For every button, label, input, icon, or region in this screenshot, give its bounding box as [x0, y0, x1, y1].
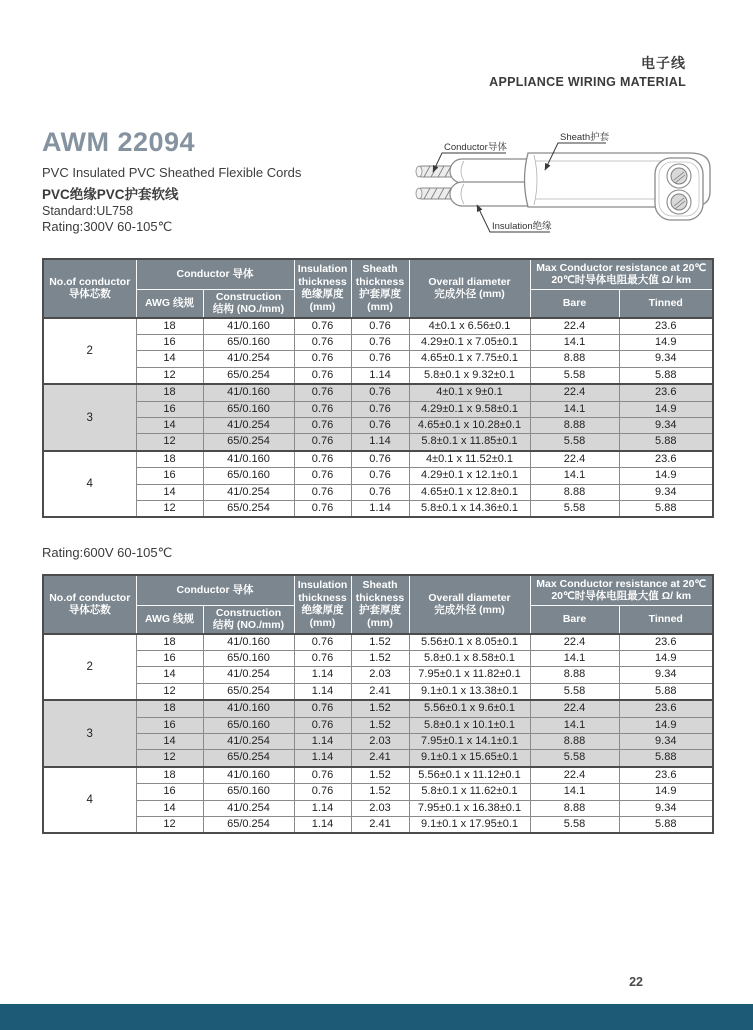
spec-cell: 4.65±0.1 x 12.8±0.1 — [409, 484, 530, 500]
product-description-en: PVC Insulated PVC Sheathed Flexible Cords — [42, 165, 302, 180]
brand-title-en: APPLIANCE WIRING MATERIAL — [489, 75, 686, 89]
header-sheath-thickness — [351, 575, 409, 634]
spec-cell: 0.76 — [351, 384, 409, 401]
spec-cell: 14.9 — [619, 468, 713, 484]
spec-cell: 14 — [136, 667, 203, 683]
conductor-count-cell: 3 — [43, 384, 136, 451]
spec-cell: 41/0.254 — [203, 734, 294, 750]
spec-cell: 2.03 — [351, 734, 409, 750]
spec-row — [43, 651, 713, 667]
spec-cell: 1.14 — [351, 367, 409, 384]
spec-table-300v-wrap — [42, 258, 714, 518]
spec-cell: 14.1 — [530, 784, 619, 800]
spec-cell: 18 — [136, 767, 203, 784]
spec-table-600v — [42, 574, 714, 834]
spec-cell: 65/0.160 — [203, 784, 294, 800]
header-text: thickness — [298, 275, 347, 288]
spec-cell: 65/0.160 — [203, 468, 294, 484]
spec-cell: 22.4 — [530, 384, 619, 401]
spec-cell: 4±0.1 x 9±0.1 — [409, 384, 530, 401]
spec-cell: 5.8±0.1 x 14.36±0.1 — [409, 500, 530, 517]
header-conductor-count — [43, 575, 136, 634]
spec-row — [43, 418, 713, 434]
header-resistance-group — [530, 575, 713, 605]
header-resistance-group — [530, 259, 713, 289]
spec-cell: 41/0.254 — [203, 484, 294, 500]
header-text: Insulation — [297, 263, 348, 276]
spec-row — [43, 816, 713, 833]
spec-cell: 8.88 — [530, 418, 619, 434]
spec-row — [43, 750, 713, 767]
conductor-count-cell: 4 — [43, 451, 136, 518]
header-text: 20℃时导体电阻最大值 Ω/ km — [551, 274, 692, 287]
spec-cell: 12 — [136, 683, 203, 700]
spec-cell: 12 — [136, 434, 203, 451]
spec-cell: 5.88 — [619, 750, 713, 767]
spec-cell: 0.76 — [294, 318, 351, 335]
spec-cell: 8.88 — [530, 484, 619, 500]
header-text: Max Conductor resistance at 20℃ — [536, 577, 707, 590]
header-insulation-thickness — [294, 259, 351, 318]
spec-cell: 9.34 — [619, 734, 713, 750]
cable-diagram — [400, 126, 732, 240]
header-text: 绝缘厚度 — [301, 288, 344, 301]
spec-cell: 0.76 — [294, 434, 351, 451]
spec-cell: 1.14 — [351, 500, 409, 517]
spec-cell: 14.9 — [619, 335, 713, 351]
product-description-zh: PVC绝缘PVC护套软线 — [42, 187, 179, 202]
header-text: (mm) — [309, 300, 336, 313]
spec-row — [43, 683, 713, 700]
spec-cell: 22.4 — [530, 451, 619, 468]
spec-cell: 41/0.160 — [203, 767, 294, 784]
spec-row — [43, 800, 713, 816]
spec-cell: 65/0.160 — [203, 717, 294, 733]
header-conductor-group: Conductor 导体 — [136, 259, 294, 289]
spec-cell: 0.76 — [294, 468, 351, 484]
spec-row — [43, 318, 713, 335]
spec-cell: 23.6 — [619, 767, 713, 784]
spec-cell: 0.76 — [351, 484, 409, 500]
spec-table-body — [43, 634, 713, 834]
header-text: Overall diameter — [428, 275, 511, 288]
spec-cell: 8.88 — [530, 734, 619, 750]
spec-cell: 12 — [136, 816, 203, 833]
spec-cell: 65/0.160 — [203, 651, 294, 667]
header-bare: Bare — [530, 289, 619, 318]
spec-cell: 1.14 — [294, 816, 351, 833]
spec-cell: 0.76 — [294, 484, 351, 500]
spec-cell: 5.58 — [530, 500, 619, 517]
product-title-block — [42, 127, 301, 218]
rating-600v-label: Rating:600V 60-105℃ — [42, 545, 173, 560]
product-standard: Standard:UL758 — [42, 204, 134, 218]
spec-cell: 65/0.254 — [203, 434, 294, 451]
header-tinned: Tinned — [619, 605, 713, 634]
spec-table-header — [43, 575, 713, 634]
spec-cell: 4±0.1 x 11.52±0.1 — [409, 451, 530, 468]
spec-cell: 9.34 — [619, 351, 713, 367]
spec-cell: 23.6 — [619, 451, 713, 468]
spec-cell: 5.88 — [619, 367, 713, 384]
header-text: No.of conductor — [49, 591, 131, 604]
header-text: 结构 (NO./mm) — [212, 303, 285, 316]
spec-cell: 7.95±0.1 x 14.1±0.1 — [409, 734, 530, 750]
header-conductor-count — [43, 259, 136, 318]
spec-cell: 1.14 — [294, 750, 351, 767]
spec-cell: 0.76 — [294, 784, 351, 800]
spec-cell: 9.34 — [619, 418, 713, 434]
insulation-label: Insulation绝缘 — [492, 221, 552, 232]
spec-cell: 22.4 — [530, 318, 619, 335]
header-text: 20℃时导体电阻最大值 Ω/ km — [551, 590, 692, 603]
spec-cell: 14.9 — [619, 401, 713, 417]
spec-cell: 1.52 — [351, 634, 409, 651]
spec-cell: 0.76 — [294, 401, 351, 417]
spec-row — [43, 468, 713, 484]
spec-row — [43, 667, 713, 683]
spec-cell: 1.52 — [351, 651, 409, 667]
spec-cell: 41/0.254 — [203, 351, 294, 367]
spec-row — [43, 351, 713, 367]
spec-cell: 0.76 — [294, 651, 351, 667]
brand-title-zh: 电子线 — [641, 55, 686, 71]
spec-cell: 65/0.254 — [203, 367, 294, 384]
spec-table-600v-wrap — [42, 574, 714, 834]
spec-cell: 7.95±0.1 x 11.82±0.1 — [409, 667, 530, 683]
spec-cell: 18 — [136, 700, 203, 717]
spec-cell: 12 — [136, 750, 203, 767]
spec-cell: 16 — [136, 717, 203, 733]
spec-cell: 5.56±0.1 x 11.12±0.1 — [409, 767, 530, 784]
spec-cell: 9.1±0.1 x 13.38±0.1 — [409, 683, 530, 700]
spec-cell: 0.76 — [294, 700, 351, 717]
spec-cell: 16 — [136, 468, 203, 484]
spec-cell: 5.58 — [530, 434, 619, 451]
header-construction — [203, 605, 294, 634]
header-conductor-group: Conductor 导体 — [136, 575, 294, 605]
spec-cell: 41/0.160 — [203, 318, 294, 335]
spec-cell: 0.76 — [351, 451, 409, 468]
spec-row — [43, 384, 713, 401]
spec-row — [43, 700, 713, 717]
header-awg: AWG 线规 — [136, 605, 203, 634]
spec-row — [43, 634, 713, 651]
spec-cell: 9.1±0.1 x 15.65±0.1 — [409, 750, 530, 767]
spec-cell: 18 — [136, 451, 203, 468]
header-text: 导体芯数 — [68, 288, 111, 301]
spec-cell: 14.1 — [530, 468, 619, 484]
spec-cell: 65/0.160 — [203, 401, 294, 417]
spec-cell: 0.76 — [294, 500, 351, 517]
spec-cell: 14 — [136, 734, 203, 750]
spec-cell: 5.8±0.1 x 11.62±0.1 — [409, 784, 530, 800]
spec-cell: 5.8±0.1 x 8.58±0.1 — [409, 651, 530, 667]
spec-cell: 14.9 — [619, 651, 713, 667]
spec-cell: 16 — [136, 335, 203, 351]
spec-cell: 65/0.254 — [203, 816, 294, 833]
spec-cell: 41/0.160 — [203, 700, 294, 717]
spec-cell: 0.76 — [351, 418, 409, 434]
spec-cell: 5.88 — [619, 683, 713, 700]
spec-cell: 5.8±0.1 x 11.85±0.1 — [409, 434, 530, 451]
spec-cell: 41/0.160 — [203, 451, 294, 468]
spec-cell: 0.76 — [351, 318, 409, 335]
spec-cell: 5.58 — [530, 367, 619, 384]
spec-cell: 65/0.160 — [203, 335, 294, 351]
conductor-count-cell: 2 — [43, 318, 136, 385]
spec-row — [43, 335, 713, 351]
spec-cell: 1.14 — [294, 800, 351, 816]
spec-cell: 0.76 — [351, 335, 409, 351]
spec-cell: 8.88 — [530, 351, 619, 367]
spec-cell: 1.52 — [351, 700, 409, 717]
spec-cell: 5.58 — [530, 683, 619, 700]
spec-cell: 65/0.254 — [203, 750, 294, 767]
spec-cell: 1.52 — [351, 784, 409, 800]
spec-cell: 65/0.254 — [203, 683, 294, 700]
spec-cell: 8.88 — [530, 667, 619, 683]
spec-table-300v — [42, 258, 714, 518]
spec-cell: 0.76 — [294, 717, 351, 733]
header-tinned: Tinned — [619, 289, 713, 318]
spec-cell: 1.14 — [294, 667, 351, 683]
spec-cell: 16 — [136, 651, 203, 667]
spec-table-body — [43, 318, 713, 518]
spec-cell: 14.1 — [530, 717, 619, 733]
spec-cell: 4.29±0.1 x 7.05±0.1 — [409, 335, 530, 351]
spec-cell: 0.76 — [294, 335, 351, 351]
spec-row — [43, 434, 713, 451]
spec-cell: 0.76 — [294, 767, 351, 784]
header-text: Sheath — [362, 579, 398, 592]
spec-cell: 22.4 — [530, 767, 619, 784]
spec-row — [43, 767, 713, 784]
conductor-count-cell: 3 — [43, 700, 136, 767]
header-text: 完成外径 (mm) — [434, 288, 505, 301]
brand-header — [489, 53, 686, 89]
spec-cell: 0.76 — [294, 367, 351, 384]
spec-cell: 41/0.160 — [203, 634, 294, 651]
spec-cell: 41/0.254 — [203, 667, 294, 683]
spec-cell: 1.14 — [294, 683, 351, 700]
spec-cell: 14.1 — [530, 401, 619, 417]
header-text: thickness — [355, 591, 405, 604]
header-awg: AWG 线规 — [136, 289, 203, 318]
spec-cell: 5.8±0.1 x 9.32±0.1 — [409, 367, 530, 384]
header-text: 结构 (NO./mm) — [212, 619, 285, 632]
spec-row — [43, 367, 713, 384]
conductor-count-cell: 2 — [43, 634, 136, 701]
header-text: Max Conductor resistance at 20℃ — [536, 261, 707, 274]
spec-cell: 1.52 — [351, 767, 409, 784]
spec-cell: 18 — [136, 384, 203, 401]
spec-cell: 18 — [136, 318, 203, 335]
header-text: Construction — [215, 606, 282, 619]
rating-300v-label: Rating:300V 60-105℃ — [42, 219, 173, 234]
header-text: 护套厚度 — [359, 604, 401, 617]
spec-cell: 14 — [136, 484, 203, 500]
header-text: thickness — [355, 275, 405, 288]
spec-cell: 65/0.254 — [203, 500, 294, 517]
header-bare: Bare — [530, 605, 619, 634]
spec-cell: 4.65±0.1 x 7.75±0.1 — [409, 351, 530, 367]
conductor-count-cell: 4 — [43, 767, 136, 834]
spec-cell: 0.76 — [351, 351, 409, 367]
spec-cell: 0.76 — [351, 401, 409, 417]
header-overall-diameter — [409, 259, 530, 318]
spec-cell: 14.9 — [619, 717, 713, 733]
header-text: 绝缘厚度 — [301, 604, 344, 617]
header-text: thickness — [298, 591, 347, 604]
spec-cell: 7.95±0.1 x 16.38±0.1 — [409, 800, 530, 816]
spec-cell: 14 — [136, 800, 203, 816]
spec-cell: 41/0.254 — [203, 800, 294, 816]
cable-diagram-svg — [400, 126, 732, 240]
header-construction — [203, 289, 294, 318]
spec-row — [43, 734, 713, 750]
spec-row — [43, 717, 713, 733]
spec-cell: 0.76 — [351, 468, 409, 484]
spec-row — [43, 484, 713, 500]
spec-row — [43, 401, 713, 417]
bottom-accent-bar — [0, 1004, 753, 1030]
header-text: Insulation — [297, 579, 348, 592]
spec-cell: 5.88 — [619, 500, 713, 517]
spec-cell: 1.14 — [294, 734, 351, 750]
spec-cell: 9.34 — [619, 800, 713, 816]
spec-cell: 18 — [136, 634, 203, 651]
spec-cell: 1.14 — [351, 434, 409, 451]
header-text: 导体芯数 — [68, 604, 111, 617]
spec-cell: 2.41 — [351, 750, 409, 767]
spec-cell: 8.88 — [530, 800, 619, 816]
spec-cell: 0.76 — [294, 451, 351, 468]
spec-cell: 1.52 — [351, 717, 409, 733]
spec-cell: 23.6 — [619, 318, 713, 335]
spec-cell: 2.41 — [351, 816, 409, 833]
spec-cell: 9.1±0.1 x 17.95±0.1 — [409, 816, 530, 833]
spec-cell: 12 — [136, 500, 203, 517]
spec-cell: 0.76 — [294, 634, 351, 651]
spec-cell: 22.4 — [530, 634, 619, 651]
header-text: (mm) — [367, 616, 393, 629]
conductor-label: Conductor导体 — [444, 142, 507, 153]
header-text: (mm) — [367, 300, 393, 313]
header-text: Construction — [215, 290, 282, 303]
header-text: (mm) — [309, 616, 336, 629]
spec-cell: 5.88 — [619, 816, 713, 833]
spec-cell: 0.76 — [294, 384, 351, 401]
spec-row — [43, 451, 713, 468]
header-text: Sheath — [362, 263, 398, 276]
page-title: AWM 22094 — [42, 127, 196, 157]
page-number: 22 — [629, 975, 643, 989]
cable-cross-section — [655, 158, 703, 220]
spec-cell: 22.4 — [530, 700, 619, 717]
header-text: 护套厚度 — [359, 288, 401, 301]
spec-row — [43, 500, 713, 517]
spec-cell: 23.6 — [619, 700, 713, 717]
spec-table-header — [43, 259, 713, 318]
spec-cell: 0.76 — [294, 351, 351, 367]
spec-cell: 4.65±0.1 x 10.28±0.1 — [409, 418, 530, 434]
spec-cell: 0.76 — [294, 418, 351, 434]
spec-cell: 2.03 — [351, 667, 409, 683]
spec-cell: 4±0.1 x 6.56±0.1 — [409, 318, 530, 335]
header-insulation-thickness — [294, 575, 351, 634]
spec-cell: 5.58 — [530, 816, 619, 833]
spec-cell: 23.6 — [619, 634, 713, 651]
spec-cell: 16 — [136, 784, 203, 800]
spec-cell: 14 — [136, 418, 203, 434]
spec-cell: 16 — [136, 401, 203, 417]
spec-cell: 5.56±0.1 x 9.6±0.1 — [409, 700, 530, 717]
spec-cell: 41/0.160 — [203, 384, 294, 401]
header-text: No.of conductor — [49, 275, 131, 288]
sheath-label: Sheath护套 — [560, 132, 610, 143]
spec-cell: 2.41 — [351, 683, 409, 700]
spec-cell: 14.9 — [619, 784, 713, 800]
spec-cell: 14.1 — [530, 651, 619, 667]
spec-cell: 2.03 — [351, 800, 409, 816]
header-sheath-thickness — [351, 259, 409, 318]
spec-cell: 9.34 — [619, 667, 713, 683]
spec-cell: 12 — [136, 367, 203, 384]
spec-cell: 4.29±0.1 x 9.58±0.1 — [409, 401, 530, 417]
header-overall-diameter — [409, 575, 530, 634]
header-text: Overall diameter — [428, 591, 511, 604]
spec-cell: 9.34 — [619, 484, 713, 500]
spec-cell: 4.29±0.1 x 12.1±0.1 — [409, 468, 530, 484]
spec-row — [43, 784, 713, 800]
spec-cell: 5.58 — [530, 750, 619, 767]
header-text: 完成外径 (mm) — [434, 604, 505, 617]
spec-cell: 5.88 — [619, 434, 713, 451]
spec-cell: 5.8±0.1 x 10.1±0.1 — [409, 717, 530, 733]
spec-cell: 23.6 — [619, 384, 713, 401]
spec-cell: 5.56±0.1 x 8.05±0.1 — [409, 634, 530, 651]
spec-cell: 14.1 — [530, 335, 619, 351]
spec-cell: 14 — [136, 351, 203, 367]
spec-cell: 41/0.254 — [203, 418, 294, 434]
